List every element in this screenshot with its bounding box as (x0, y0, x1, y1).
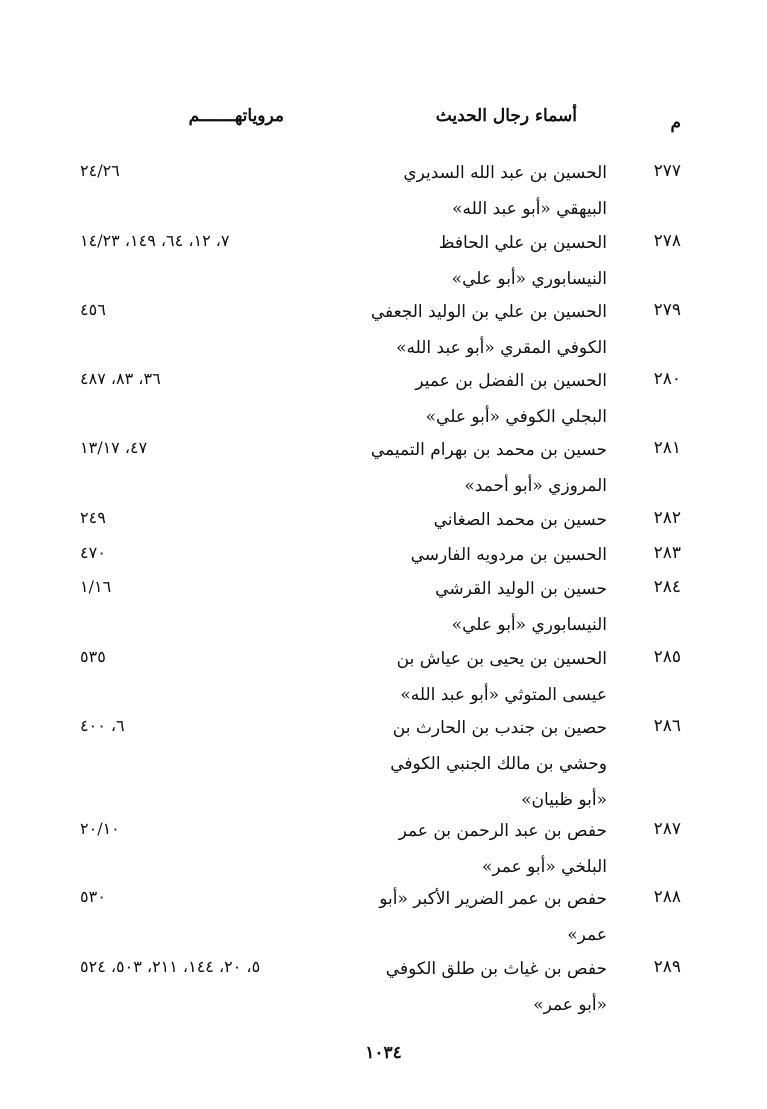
name-line: وحشي بن مالك الجنبي الكوفي (390, 754, 607, 774)
narration-refs: ٥، ٢٠، ١٤٤، ٢١١، ٥٠٣، ٥٢٤ (80, 957, 261, 976)
entry-number: ٢٨٩ (653, 957, 681, 977)
narration-refs: ٤٥٦ (80, 300, 106, 319)
entry-number: ٢٨٢ (653, 508, 681, 528)
narration-refs: ٤٧٠ (80, 543, 106, 562)
column-header-names: أسماء رجال الحديث (435, 106, 577, 126)
narrator-name (367, 813, 607, 885)
narrator-name (367, 502, 607, 538)
entry-number: ٢٨٥ (653, 647, 681, 667)
name-line: «أبو عمر» (533, 995, 607, 1015)
name-line: النيسابوري «أبو علي» (451, 615, 607, 635)
name-line: البيهقي «أبو عبد الله» (452, 199, 607, 219)
name-line: حفص بن عمر الضرير الأكبر «أبو (379, 889, 607, 909)
name-line: «أبو ظبيان» (521, 790, 607, 810)
narrator-name (367, 432, 607, 504)
narration-refs: ٥٣٠ (80, 887, 106, 906)
name-line: الحسين بن عبد الله السديري (403, 163, 607, 183)
column-header-number: م (670, 113, 681, 133)
entry-number: ٢٨٧ (653, 819, 681, 839)
name-line: الحسين بن مردويه الفارسي (410, 545, 607, 565)
entry-number: ٢٨٣ (653, 543, 681, 563)
name-line: الكوفي المقري «أبو عبد الله» (396, 338, 607, 358)
entry-number: ٢٧٩ (653, 300, 681, 320)
narrator-name (367, 294, 607, 366)
narrator-name (367, 951, 607, 1023)
entry-number: ٢٨٤ (653, 577, 681, 597)
entry-number: ٢٨٨ (653, 887, 681, 907)
column-header-narrations: مروياتهـــــــم (188, 106, 284, 126)
page-number-text: ١٠٣٤ (365, 1043, 402, 1063)
name-line: الحسين بن يحيى بن عياش بن (396, 649, 607, 669)
narrator-name (367, 571, 607, 643)
narrator-name (367, 225, 607, 297)
narration-refs: ٥٣٥ (80, 647, 106, 666)
narrator-name (367, 641, 607, 713)
name-line: حسين بن محمد بن بهرام التميمي (370, 440, 607, 460)
name-line: النيسابوري «أبو علي» (451, 269, 607, 289)
name-line: المروزي «أبو أحمد» (464, 476, 607, 496)
name-line: البجلي الكوفي «أبو علي» (425, 407, 607, 427)
name-line: حسين بن محمد الصغاني (433, 510, 607, 530)
name-line: الحسين بن علي الحافظ (438, 233, 607, 253)
entry-number: ٢٨٦ (653, 716, 681, 736)
entry-number: ٢٧٧ (653, 161, 681, 181)
narration-refs: ٢٤/٢٦ (80, 161, 120, 180)
name-line: البلخي «أبو عمر» (481, 857, 607, 877)
name-line: حسين بن الوليد القرشي (435, 579, 607, 599)
page-number (0, 1043, 767, 1063)
narrator-name (367, 881, 607, 953)
entry-number: ٢٧٨ (653, 231, 681, 251)
entry-number: ٢٨٠ (653, 369, 681, 389)
narration-refs: ١/١٦ (80, 577, 112, 596)
narration-refs: ٦، ٤٠٠ (80, 716, 125, 735)
name-line: عيسى المتوثي «أبو عبد الله» (400, 685, 607, 705)
name-line: الحسين بن علي بن الوليد الجعفي (370, 302, 607, 322)
name-line: حفص بن غياث بن طلق الكوفي (385, 959, 607, 979)
name-line: عمر» (567, 925, 607, 945)
entry-number: ٢٨١ (653, 438, 681, 458)
name-line: حصين بن جندب بن الحارث بن (392, 718, 607, 738)
narration-refs: ٤٧، ١٣/١٧ (80, 438, 148, 457)
narrator-name (367, 537, 607, 573)
name-line: الحسين بن الفضل بن عمير (415, 371, 607, 391)
narration-refs: ٣٦، ٨٣، ٤٨٧ (80, 369, 161, 388)
narrator-name (367, 710, 607, 818)
narrator-name (367, 363, 607, 435)
name-line: حفص بن عبد الرحمن بن عمر (398, 821, 607, 841)
narration-refs: ٢٠/١٠ (80, 819, 120, 838)
narrator-name (367, 155, 607, 227)
narration-refs: ٧، ١٢، ٦٤، ١٤٩، ١٤/٢٣ (80, 231, 230, 250)
narration-refs: ٢٤٩ (80, 508, 106, 527)
